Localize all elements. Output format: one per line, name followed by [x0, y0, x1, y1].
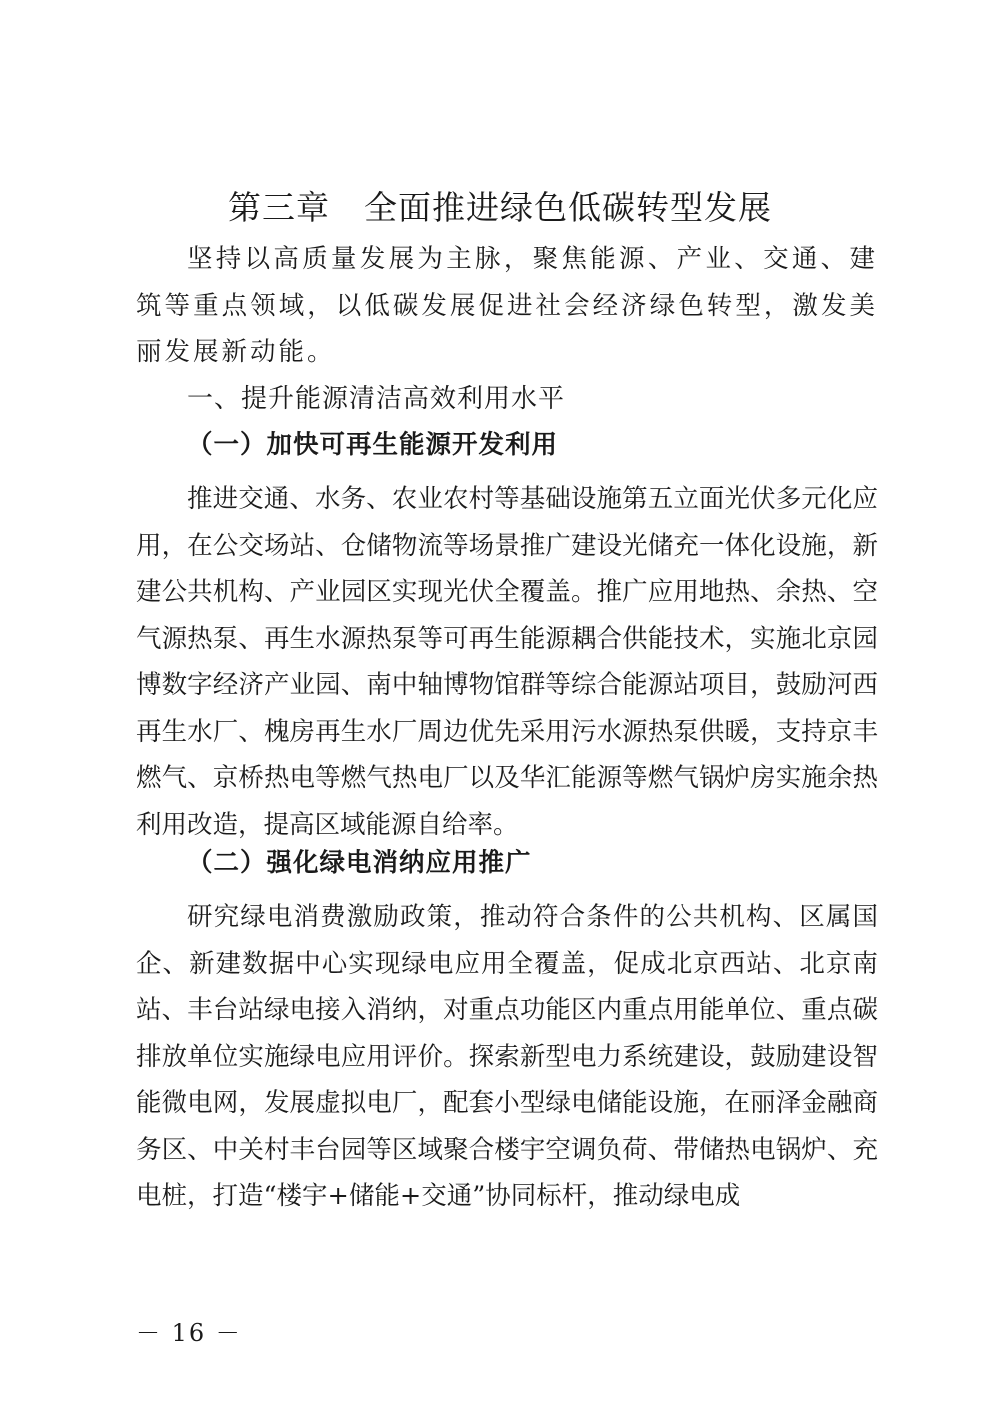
subsection-heading-2: （二）强化绿电消纳应用推广: [187, 848, 532, 878]
page-number: － 16 －: [136, 1319, 242, 1347]
subsection-1-paragraph: 推进交通、水务、农业农村等基础设施第五立面光伏多元化应用，在公交场站、仓储物流等场景推广建设光储充一体化设施，新建公共机构、产业园区实现光伏全覆盖。推广应用地热、余热、空气源热泵、再生水源热泵等可再生能源耦合供能技术，实施北京园博数字经济产业园、南中轴博物馆群等综合能源站项目，鼓励河西再生水厂、槐房再生水厂周边优先采用污水源热泵供暖，支持京丰燃气、京桥热电等燃气热电厂以及华汇能源等燃气锅炉房实施余热利用改造，提高区域能源自给率。: [136, 484, 878, 840]
subsection-heading-1: （一）加快可再生能源开发利用: [187, 430, 559, 460]
subsection-2-paragraph: 研究绿电消费激励政策，推动符合条件的公共机构、区属国企、新建数据中心实现绿电应用全覆盖，促成北京西站、北京南站、丰台站绿电接入消纳，对重点功能区内重点用能单位、重点碳排放单位实施绿电应用评价。探索新型电力系统建设，鼓励建设智能微电网，发展虚拟电厂，配套小型绿电储能设施，在丽泽金融商务区、中关村丰台园等区域聚合楼宇空调负荷、带储热电锅炉、充电桩，打造“楼宇+储能+交通”协同标杆，推动绿电成: [136, 902, 878, 1211]
intro-paragraph: 坚持以高质量发展为主脉，聚焦能源、产业、交通、建筑等重点领域，以低碳发展促进社会经济绿色转型，激发美丽发展新动能。: [136, 244, 878, 367]
chapter-title: 第三章 全面推进绿色低碳转型发展: [228, 188, 772, 227]
section-heading: 一、提升能源清洁高效利用水平: [187, 384, 566, 414]
